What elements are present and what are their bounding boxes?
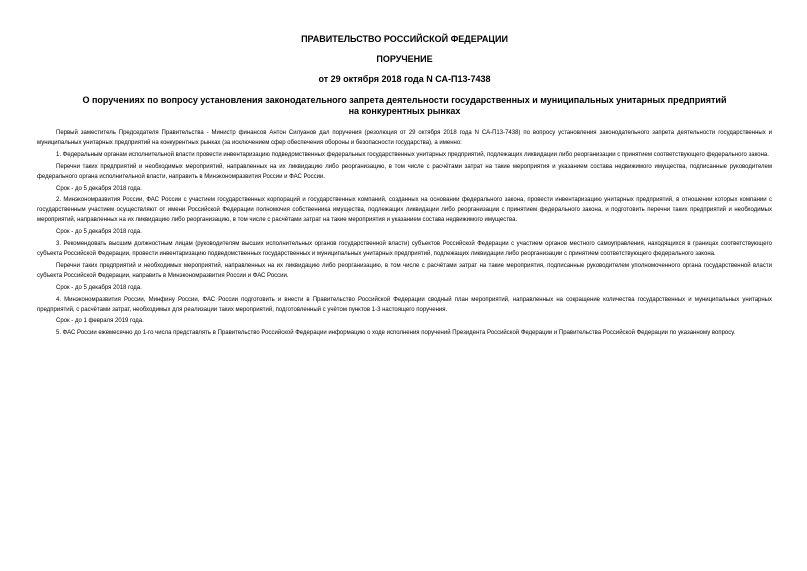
paragraph-item-4: 4. Минэкономразвития России, Минфину России, ФАС России подготовить и внести в Правительство Российской Федерации сводный план мероприятий, направленных на сокращение количества государственных и муниципальных унитарных предприятий, с расчётами затрат, необходимых для реализации таких мероприятий, подготовленный с учётом пунктов 1-3 настоящего поручения. (37, 296, 772, 313)
paragraph-intro: Первый заместитель Председателя Правительства - Министр финансов Антон Силуанов дал поручения (резолюция от 29 октября 2018 года N СА-П13-7438) по вопросу установления законодательного запрета деятельности государственных и муниципальных унитарных предприятий на конкурентных рынках (за исключением сфер обеспечения обороны и безопасности государства), а именно: (37, 130, 772, 146)
document-page (37, 30, 772, 341)
paragraph-deadline-1: Срок - до 5 декабря 2018 года. (56, 185, 142, 192)
document-body (37, 129, 772, 339)
paragraph-item-3-lists: Перечни таких предприятий и необходимых мероприятий, направленных на их ликвидацию либо реорганизацию, в том числе с расчётами затрат на такие мероприятия, подписанные руководителем уполномоченного органа государственной власти субъекта Российской Федерации, направить в Минэкономразвития России и ФАС России. (37, 262, 772, 279)
paragraph-deadline-2: Срок - до 5 декабря 2018 года. (56, 229, 142, 236)
paragraph-item-2: 2. Минэкономразвития России, ФАС России с участием государственных корпораций и государственных компаний, созданных на основании федерального закона, провести инвентаризацию унитарных предприятий, в отношении которых компании с государственным участием осуществляют от имени Российской Федерации полномочия собственника имущества, подлежащих ликвидации либо реорганизации с принятием федерального закона, и подготовить перечни таких предприятий и необходимых мероприятий, направленных на их ликвидацию либо реорганизацию, в том числе с расчётами затрат на такие мероприятия и указанием состава недвижимого имущества. (37, 197, 772, 224)
document-title: О поручениях по вопросу установления законодательного запрета деятельности государственных и муниципальных унитарных предприятий на конкурентных рынках (82, 95, 727, 116)
paragraph-deadline-4: Срок - до 1 февраля 2019 года. (56, 318, 144, 325)
paragraph-item-1: 1. Федеральным органам исполнительной власти провести инвентаризацию подведомственных федеральных государственных унитарных предприятий, подлежащих ликвидации либо реорганизации с принятием соответствующего федерального закона. (56, 151, 769, 158)
paragraph-item-5: 5. ФАС России ежемесячно до 1-го числа представлять в Правительство Российской Федерации информацию о ходе исполнения поручений Президента Российской Федерации и Правительства Российской Федерации по указанному вопросу. (56, 330, 736, 337)
date-number-heading: от 29 октября 2018 года N СА-П13-7438 (318, 74, 491, 84)
paragraph-deadline-3: Срок - до 5 декабря 2018 года. (56, 284, 142, 291)
doc-type-heading: ПОРУЧЕНИЕ (376, 54, 433, 64)
paragraph-item-3: 3. Рекомендовать высшим должностным лицам (руководителям высших исполнительных органов государственной власти) субъектов Российской Федерации с участием органов местного самоуправления, находящихся в границах соответствующего субъекта Российской Федерации, провести инвентаризацию подведомственных государственных и муниципальных унитарных предприятий, подлежащих ликвидации либо реорганизации с принятием соответствующего федерального закона. (37, 241, 772, 257)
paragraph-item-1-lists: Перечни таких предприятий и необходимых мероприятий, направленных на их ликвидацию либо реорганизацию, в том числе с расчётами затрат на такие мероприятия и указанием состава недвижимого имущества, подписанные руководителем федерального органа исполнительной власти, направить в Минэкономразвития России и ФАС России. (37, 163, 772, 180)
org-heading: ПРАВИТЕЛЬСТВО РОССИЙСКОЙ ФЕДЕРАЦИИ (301, 34, 508, 44)
